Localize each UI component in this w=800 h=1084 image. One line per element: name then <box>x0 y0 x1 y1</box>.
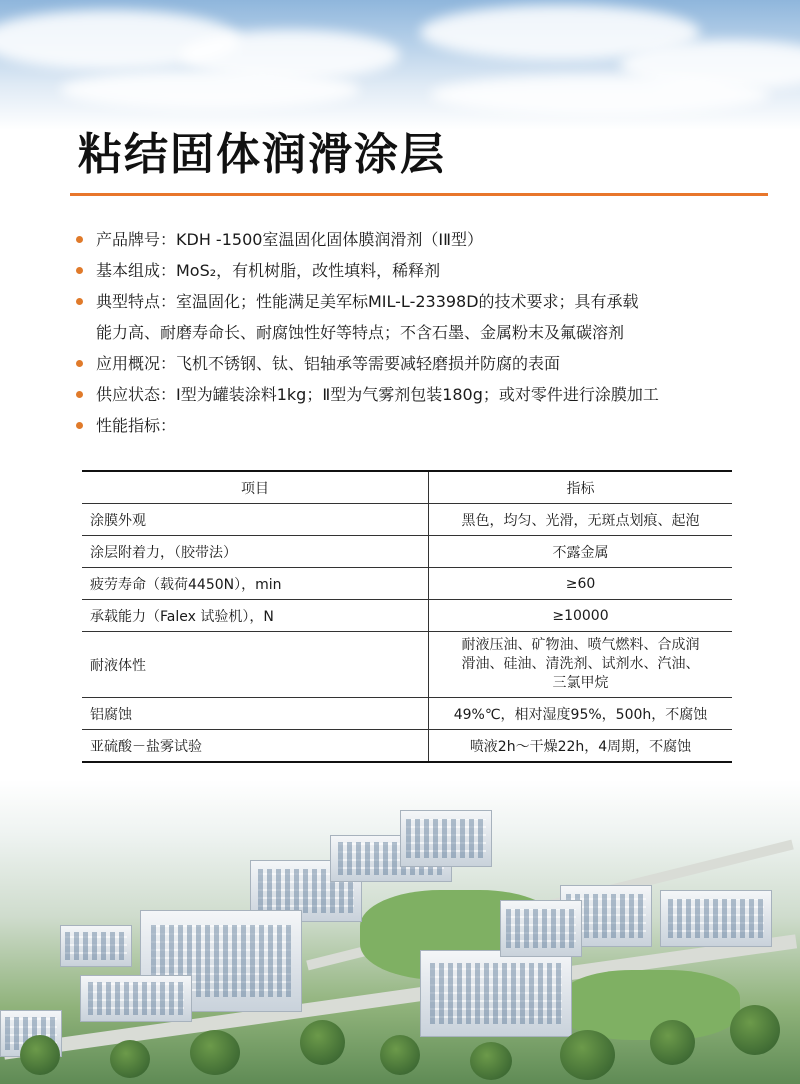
bullet-item: 典型特点：室温固化；性能满足美军标MIL-L-23398D的技术要求；具有承载 能力高、耐磨寿命长、耐腐蚀性好等特点；不含石墨、金属粉末及氟碳溶剂 <box>72 286 772 348</box>
row-item: 承载能力（Falex 试验机），N <box>82 600 429 632</box>
spec-bullet-list <box>72 224 772 441</box>
sky-banner <box>0 0 800 130</box>
bullet-item: 供应状态：Ⅰ型为罐装涂料1kg；Ⅱ型为气雾剂包装180g；或对零件进行涂膜加工 <box>72 379 772 410</box>
row-item: 涂膜外观 <box>82 504 429 536</box>
page-title: 粘结固体润滑涂层 <box>78 129 446 180</box>
column-header-item: 项目 <box>82 471 429 504</box>
table-row <box>82 698 732 730</box>
row-value: ≥60 <box>429 568 733 600</box>
bullet-dot-icon <box>76 298 83 305</box>
bullet-dot-icon <box>76 360 83 367</box>
bullet-dot-icon <box>76 422 83 429</box>
bullet-item: 性能指标： <box>72 410 772 441</box>
row-item: 耐液体性 <box>82 632 429 698</box>
table-header-row <box>82 471 732 504</box>
row-value: 喷液2h～干燥22h，4周期，不腐蚀 <box>429 730 733 763</box>
bullet-item: 产品牌号：KDH -1500室温固化固体膜润滑剂（ⅠⅡ型） <box>72 224 772 255</box>
row-item: 疲劳寿命（载荷4450N），min <box>82 568 429 600</box>
performance-table <box>82 470 732 763</box>
title-underline <box>70 193 768 196</box>
bullet-item: 应用概况：飞机不锈钢、钛、铝轴承等需要减轻磨损并防腐的表面 <box>72 348 772 379</box>
table-row <box>82 632 732 698</box>
campus-illustration <box>0 780 800 1084</box>
bullet-item: 基本组成：MoS₂，有机树脂，改性填料，稀释剂 <box>72 255 772 286</box>
row-value: 不露金属 <box>429 536 733 568</box>
table-row <box>82 568 732 600</box>
table-row <box>82 536 732 568</box>
row-value: 黑色，均匀、光滑，无斑点划痕、起泡 <box>429 504 733 536</box>
row-item: 亚硫酸－盐雾试验 <box>82 730 429 763</box>
row-item: 铝腐蚀 <box>82 698 429 730</box>
row-value: 49%℃，相对湿度95%，500h，不腐蚀 <box>429 698 733 730</box>
bullet-dot-icon <box>76 236 83 243</box>
table-row <box>82 730 732 763</box>
table-row <box>82 600 732 632</box>
bullet-dot-icon <box>76 391 83 398</box>
row-value: 耐液压油、矿物油、喷气燃料、合成润 滑油、硅油、清洗剂、试剂水、汽油、 三氯甲烷 <box>429 632 733 698</box>
table-row <box>82 504 732 536</box>
column-header-value: 指标 <box>429 471 733 504</box>
bullet-dot-icon <box>76 267 83 274</box>
row-value: ≥10000 <box>429 600 733 632</box>
row-item: 涂层附着力，（胶带法） <box>82 536 429 568</box>
